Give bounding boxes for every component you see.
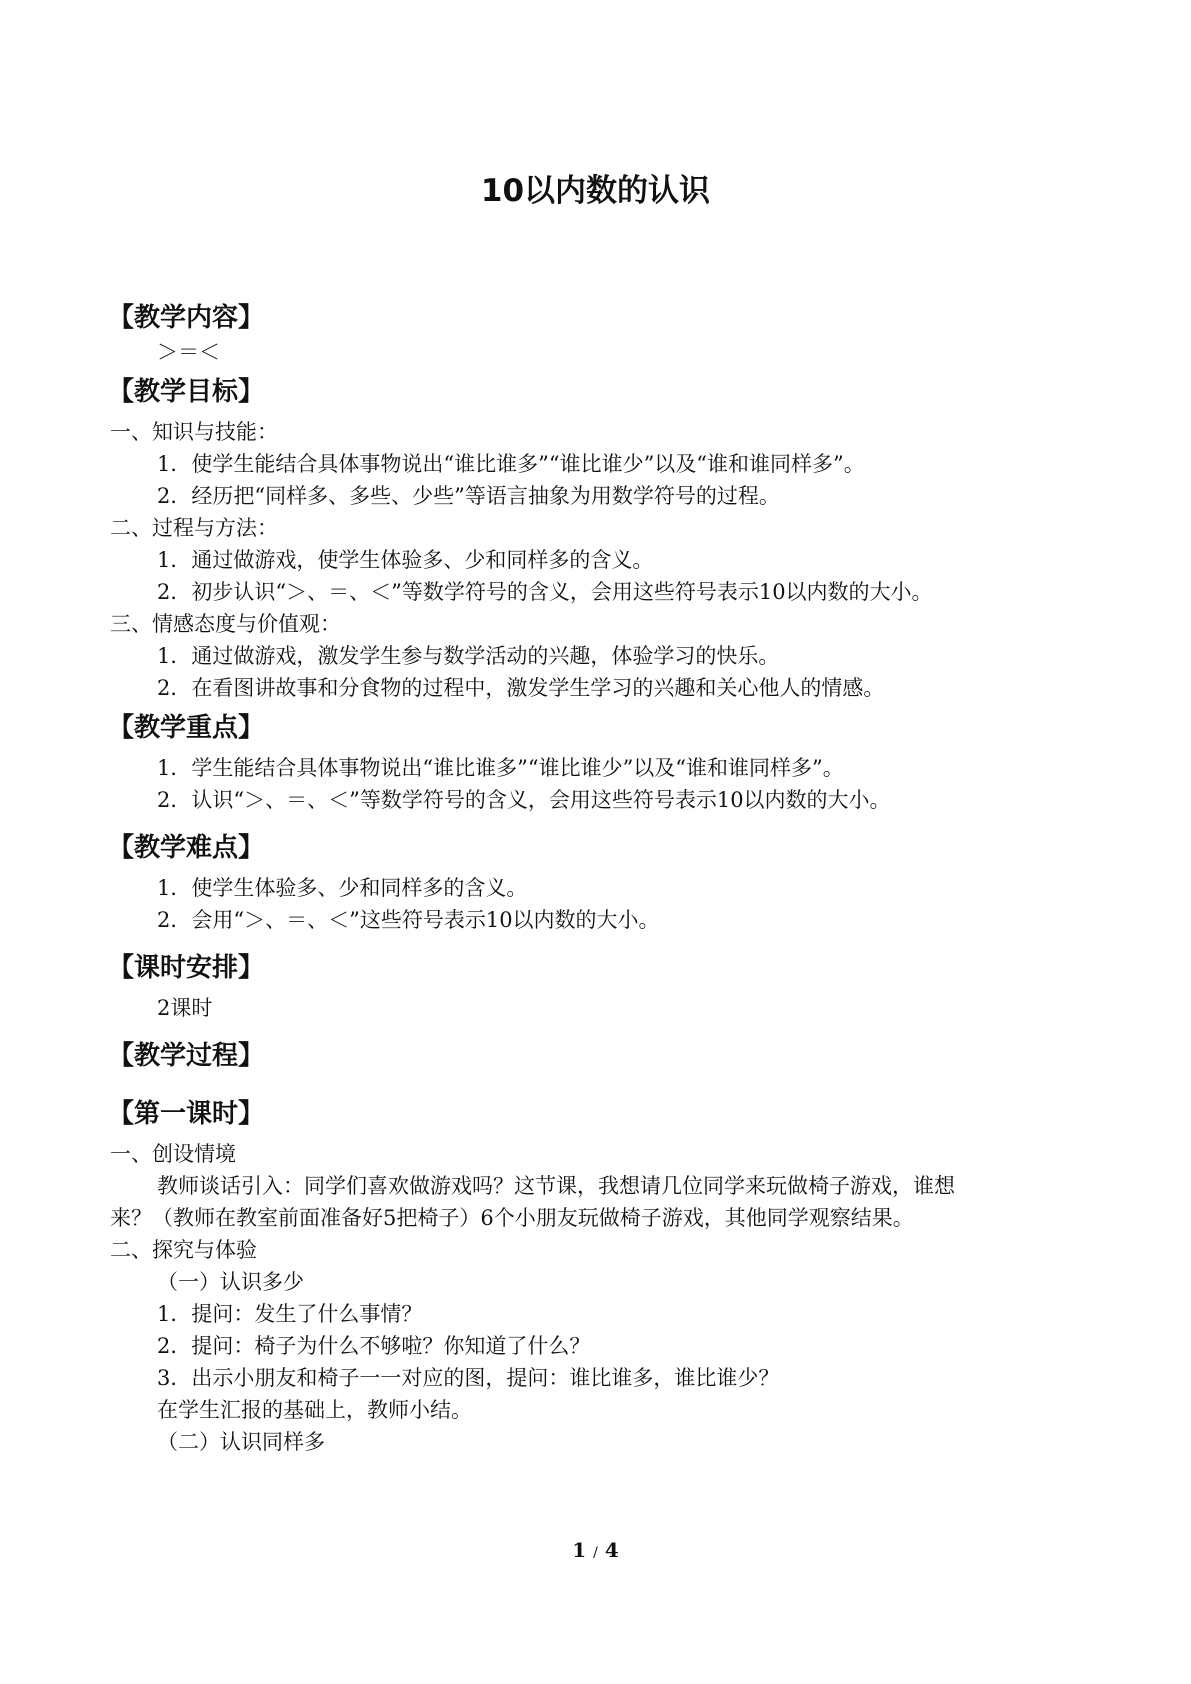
difficulty-line: 1．使学生体验多、少和同样多的含义。 xyxy=(157,876,528,900)
schedule-line: 2课时 xyxy=(157,996,213,1020)
section-heading-key-points: 【教学重点】 xyxy=(108,713,265,743)
section-heading-lesson-one: 【第一课时】 xyxy=(108,1099,265,1129)
page-title: 10以内数的认识 xyxy=(480,173,711,209)
paragraph-line: 教师谈话引入：同学们喜欢做游戏吗？这节课，我想请几位同学来玩做椅子游戏，谁想 xyxy=(157,1174,955,1198)
summary-line: 在学生汇报的基础上，教师小结。 xyxy=(157,1398,472,1422)
step-heading-scenario: 一、创设情境 xyxy=(110,1142,236,1166)
goal-line: 1．使学生能结合具体事物说出“谁比谁多”“谁比谁少”以及“谁和谁同样多”。 xyxy=(157,452,865,476)
goal-subheading-process: 二、过程与方法： xyxy=(110,516,278,540)
paragraph-line: 来？（教师在教室前面准备好5把椅子）6个小朋友玩做椅子游戏，其他同学观察结果。 xyxy=(110,1206,914,1230)
key-point-line: 1．学生能结合具体事物说出“谁比谁多”“谁比谁少”以及“谁和谁同样多”。 xyxy=(157,756,844,780)
section-heading-process: 【教学过程】 xyxy=(108,1041,265,1071)
key-point-line: 2．认识“＞、＝、＜”等数学符号的含义，会用这些符号表示10以内数的大小。 xyxy=(157,788,891,812)
goal-line: 2．经历把“同样多、多些、少些”等语言抽象为用数学符号的过程。 xyxy=(157,484,780,508)
page-number xyxy=(0,1538,1191,1562)
sub-heading: （一）认识多少 xyxy=(157,1270,304,1294)
content-line: ＞＝＜ xyxy=(157,340,220,364)
goal-line: 1．通过做游戏，使学生体验多、少和同样多的含义。 xyxy=(157,548,654,572)
goal-subheading-knowledge: 一、知识与技能： xyxy=(110,420,278,444)
document-body xyxy=(110,300,1100,1458)
section-heading-content: 【教学内容】 xyxy=(108,303,265,333)
section-heading-difficulties: 【教学难点】 xyxy=(108,833,265,863)
goal-line: 2．在看图讲故事和分食物的过程中，激发学生学习的兴趣和关心他人的情感。 xyxy=(157,676,885,700)
goal-subheading-attitude: 三、情感态度与价值观： xyxy=(110,612,341,636)
question-line: 1．提问：发生了什么事情？ xyxy=(157,1302,423,1326)
question-line: 2．提问：椅子为什么不够啦？你知道了什么？ xyxy=(157,1334,591,1358)
page-separator: / xyxy=(593,1545,598,1561)
step-heading-explore: 二、探究与体验 xyxy=(110,1238,257,1262)
goal-line: 1．通过做游戏，激发学生参与数学活动的兴趣，体验学习的快乐。 xyxy=(157,644,780,668)
section-heading-schedule: 【课时安排】 xyxy=(108,953,265,983)
section-heading-goals: 【教学目标】 xyxy=(108,377,265,407)
difficulty-line: 2．会用“＞、＝、＜”这些符号表示10以内数的大小。 xyxy=(157,908,660,932)
question-line: 3．出示小朋友和椅子一一对应的图，提问：谁比谁多，谁比谁少？ xyxy=(157,1366,780,1390)
sub-heading: （二）认识同样多 xyxy=(157,1430,325,1454)
page-current: 1 xyxy=(572,1538,587,1562)
page-total: 4 xyxy=(604,1538,619,1562)
goal-line: 2．初步认识“＞、＝、＜”等数学符号的含义，会用这些符号表示10以内数的大小。 xyxy=(157,580,933,604)
